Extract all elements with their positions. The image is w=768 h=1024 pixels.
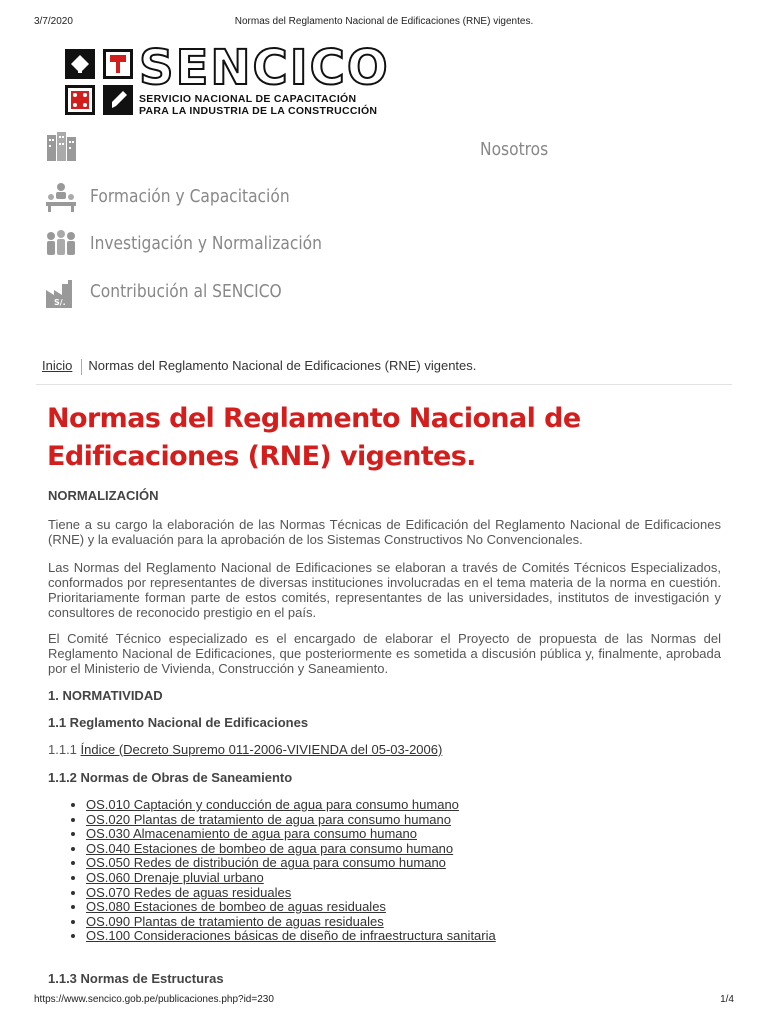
list-item xyxy=(86,798,686,813)
print-date: 3/7/2020 xyxy=(34,16,73,27)
nav-nosotros[interactable]: Nosotros xyxy=(480,139,549,160)
divider xyxy=(36,384,732,385)
logo-tile-pencil xyxy=(103,85,133,115)
list-item xyxy=(86,813,686,828)
team-icon[interactable] xyxy=(44,227,78,261)
breadcrumb xyxy=(42,358,476,375)
list-item xyxy=(86,929,686,944)
building-icon[interactable] xyxy=(44,131,78,165)
nav-investigacion[interactable]: Investigación y Normalización xyxy=(90,233,322,254)
list-item xyxy=(86,915,686,930)
indice-link[interactable]: Índice (Decreto Supremo 011-2006-VIVIENDA del 05-03-2006) xyxy=(80,742,443,757)
print-page-number: 1/4 xyxy=(720,994,734,1005)
logo-tiles xyxy=(65,45,135,119)
classroom-icon[interactable] xyxy=(44,180,78,214)
print-header xyxy=(34,16,734,30)
logo-tagline-line1: SERVICIO NACIONAL DE CAPACITACIÓN xyxy=(139,93,357,105)
saneamiento-list xyxy=(48,798,686,944)
norm-link[interactable]: OS.030 Almacenamiento de agua para consumo humano xyxy=(86,826,417,842)
norm-link[interactable]: OS.060 Drenaje pluvial urbano xyxy=(86,869,264,885)
list-item xyxy=(86,900,686,915)
heading-saneamiento: 1.1.2 Normas de Obras de Saneamiento xyxy=(48,770,293,785)
norm-link[interactable]: OS.020 Plantas de tratamiento de agua para consumo humano xyxy=(86,811,451,827)
norm-link[interactable]: OS.090 Plantas de tratamiento de aguas residuales xyxy=(86,913,384,929)
breadcrumb-separator xyxy=(81,359,82,375)
section-heading-normalizacion: NORMALIZACIÓN xyxy=(48,488,159,503)
norm-link[interactable]: OS.100 Consideraciones básicas de diseño de infraestructura sanitaria xyxy=(86,928,496,944)
logo-tagline-line2: PARA LA INDUSTRIA DE LA CONSTRUCCIÓN xyxy=(139,105,378,117)
heading-reglamento: 1.1 Reglamento Nacional de Edificaciones xyxy=(48,715,309,730)
sencico-logo[interactable] xyxy=(65,40,390,119)
paragraph: Tiene a su cargo la elaboración de las Normas Técnicas de Edificación del Reglamento Nacional de Edificaciones (RNE) y la evaluación para la aprobación de los Sistemas Constructivos No Convencionales. xyxy=(48,517,721,547)
list-item xyxy=(86,886,686,901)
list-item xyxy=(86,842,686,857)
heading-estructuras: 1.1.3 Normas de Estructuras xyxy=(48,971,224,986)
breadcrumb-current: Normas del Reglamento Nacional de Edificaciones (RNE) vigentes. xyxy=(88,358,477,373)
norm-link[interactable]: OS.010 Captación y conducción de agua para consumo humano xyxy=(86,797,459,812)
breadcrumb-home-link[interactable]: Inicio xyxy=(42,358,73,373)
svg-text:S/.: S/. xyxy=(54,298,66,307)
print-url: https://www.sencico.gob.pe/publicaciones.php?id=230 xyxy=(34,994,274,1005)
print-footer xyxy=(34,994,734,1008)
list-item xyxy=(86,856,686,871)
logo-tile-trowel xyxy=(103,49,133,79)
norm-link[interactable]: OS.040 Estaciones de bombeo de agua para consumo humano xyxy=(86,840,454,856)
indice-line xyxy=(48,742,442,757)
nav-formacion[interactable]: Formación y Capacitación xyxy=(90,186,290,207)
nav-contribucion[interactable]: Contribución al SENCICO xyxy=(90,281,282,302)
norm-link[interactable]: OS.070 Redes de aguas residuales xyxy=(86,884,292,900)
logo-tile-diamond xyxy=(65,49,95,79)
logo-tile-bolts xyxy=(65,85,95,115)
page-title: Normas del Reglamento Nacional de Edificaciones (RNE) vigentes. xyxy=(47,403,581,472)
norm-link[interactable]: OS.080 Estaciones de bombeo de aguas residuales xyxy=(86,899,386,915)
norm-link[interactable]: OS.050 Redes de distribución de agua para consumo humano xyxy=(86,855,446,871)
print-title: Normas del Reglamento Nacional de Edificaciones (RNE) vigentes. xyxy=(234,16,534,27)
paragraph: El Comité Técnico especializado es el encargado de elaborar el Proyecto de propuesta de las Normas del Reglamento Nacional de Edificaciones, que posteriormente es sometida a discusión pública y, finalmente, aprobada por el Ministerio de Vivienda, Construcción y Saneamiento. xyxy=(48,631,721,676)
logo-wordmark: SENCICO xyxy=(139,40,390,96)
list-item xyxy=(86,827,686,842)
paragraph: Las Normas del Reglamento Nacional de Edificaciones se elaboran a través de Comités Técnicos Especializados, conformados por representantes de diversas instituciones involucradas en el tema materia de la norma en cuestión. Prioritariamente forman parte de estos comités, representantes de las universidades, institutos de investigación y consultores de reconocido prestigio en el país. xyxy=(48,560,721,620)
logo-tagline xyxy=(139,93,389,117)
list-item xyxy=(86,871,686,886)
factory-payment-icon[interactable] xyxy=(44,276,78,310)
indice-prefix: 1.1.1 xyxy=(48,742,81,757)
heading-normatividad: 1. NORMATIVIDAD xyxy=(48,688,163,703)
